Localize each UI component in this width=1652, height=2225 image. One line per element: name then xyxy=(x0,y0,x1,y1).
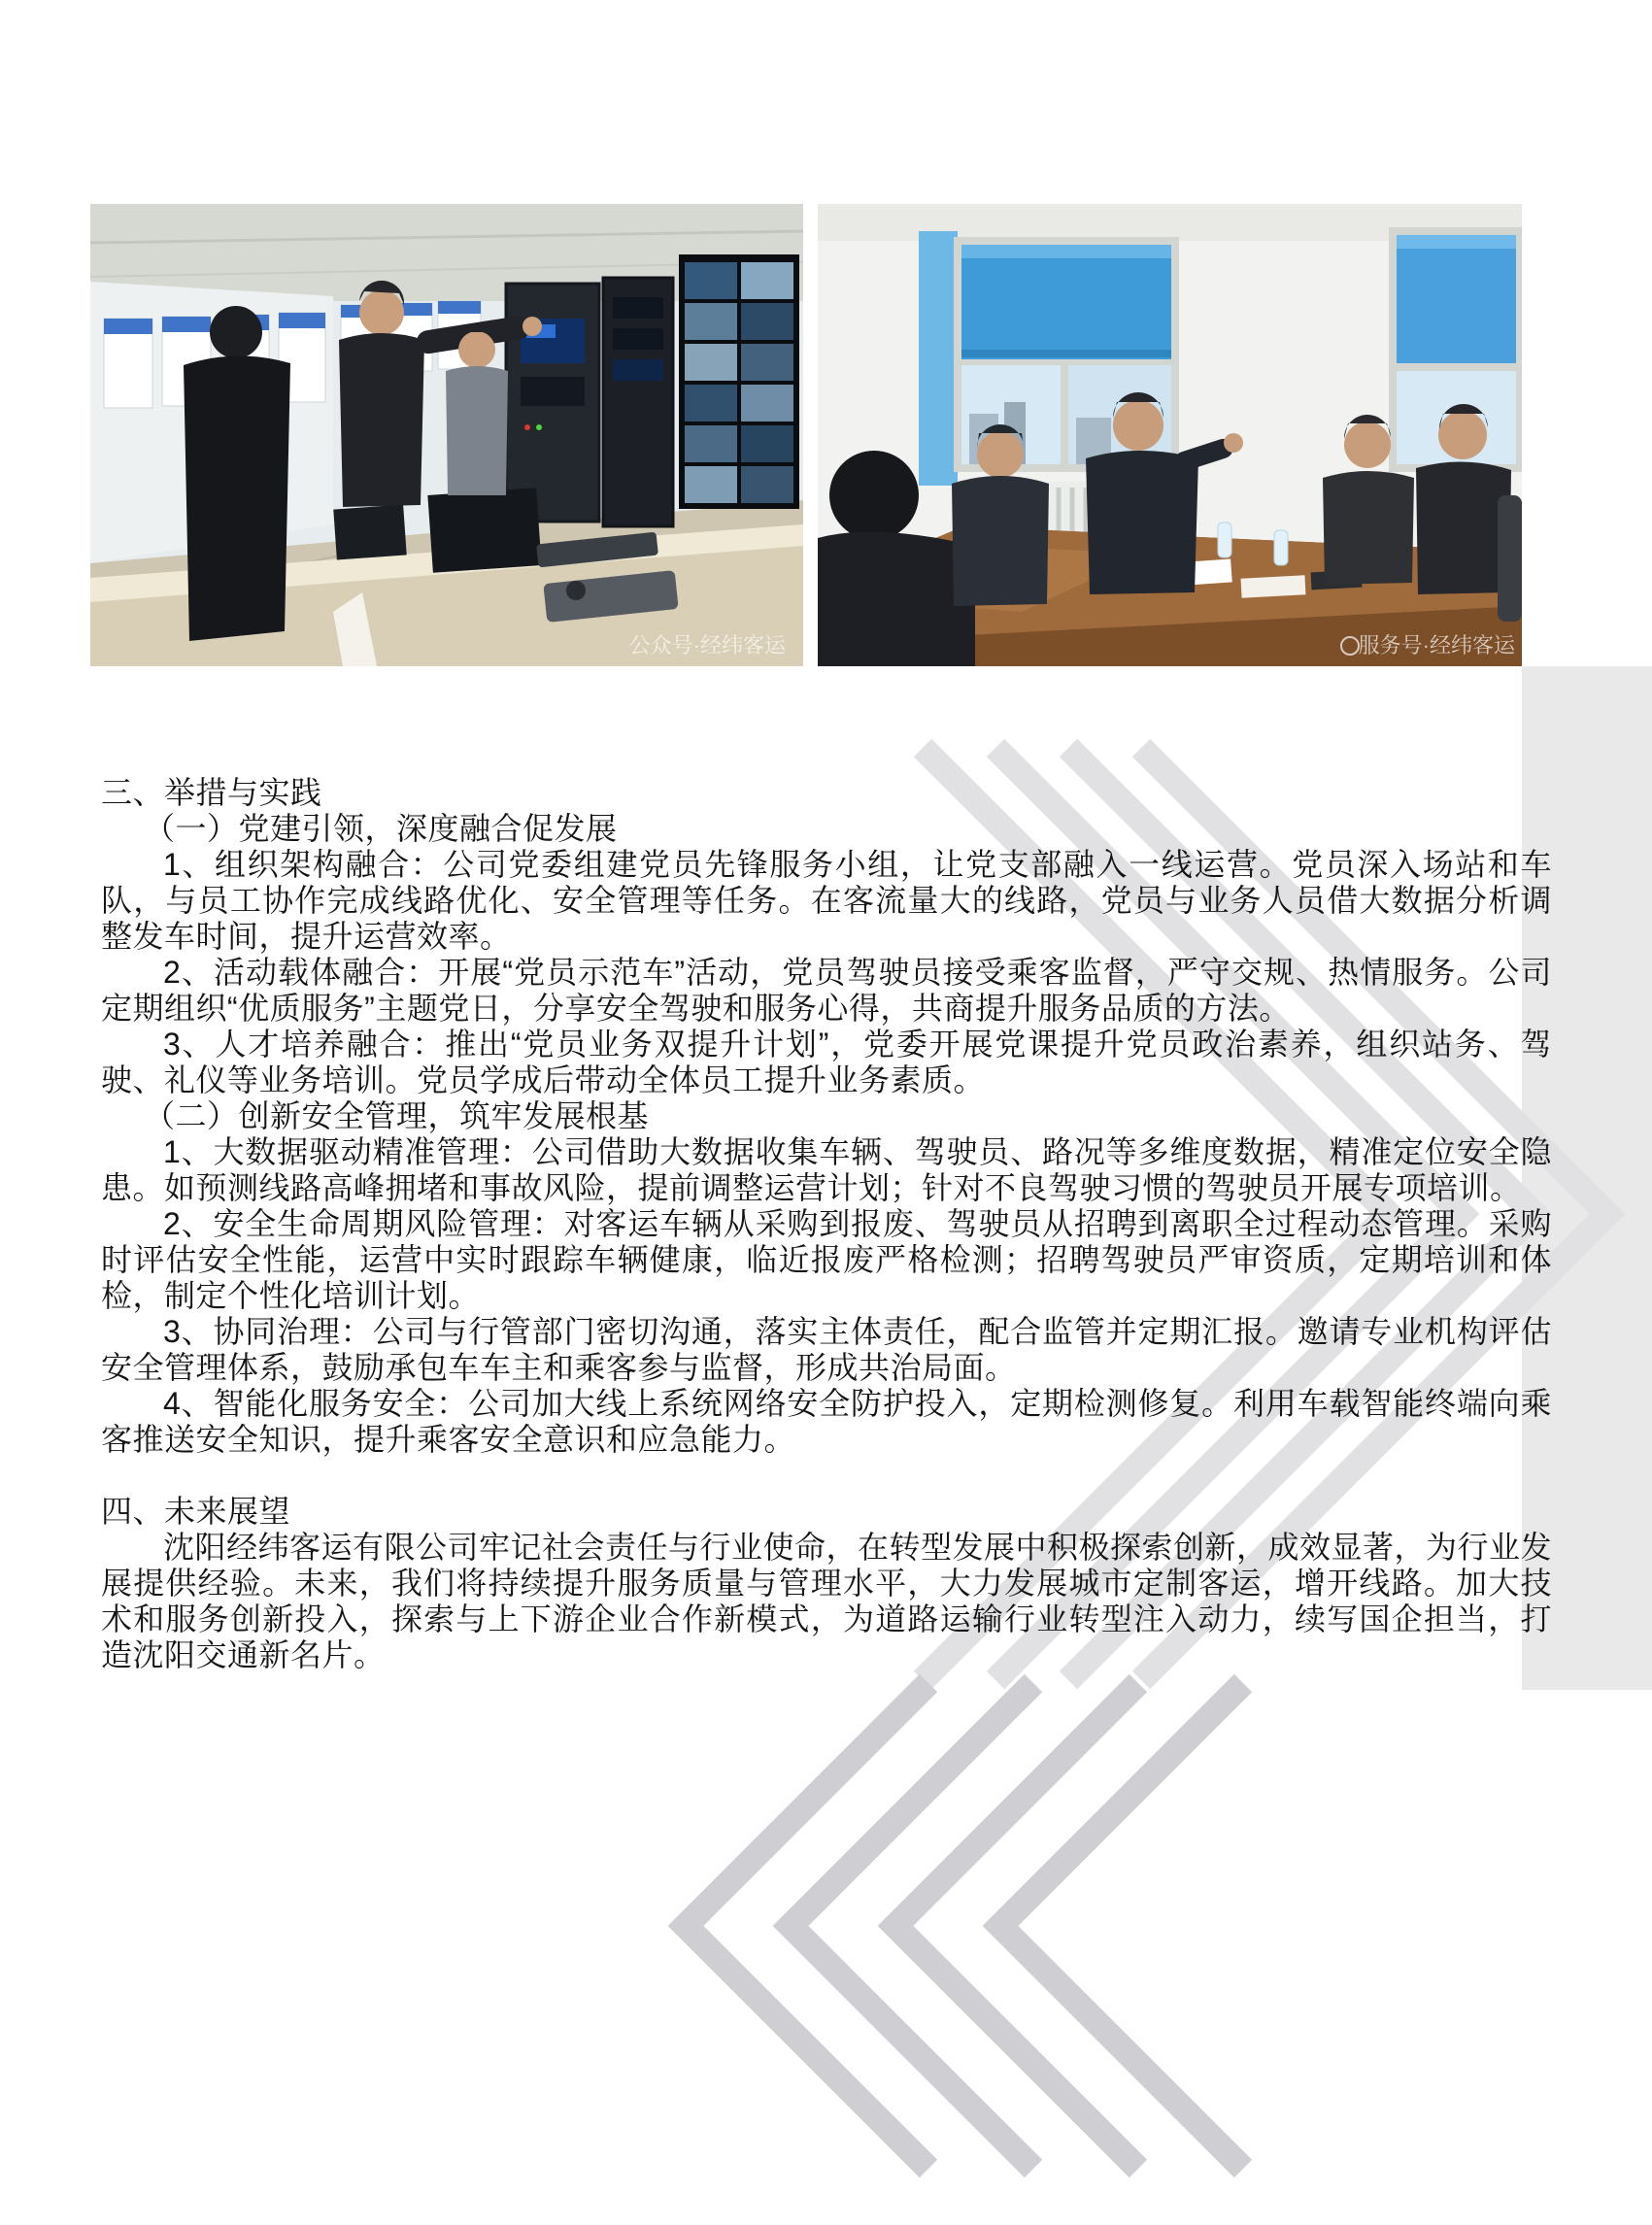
paragraph: 4、智能化服务安全：公司加大线上系统网络安全防护投入，定期检测修复。利用车载智能终端向乘客推送安全知识，提升乘客安全意识和应急能力。 xyxy=(101,1386,1552,1457)
section-heading: 四、未来展望 xyxy=(101,1494,291,1529)
paragraph: 2、活动载体融合：开展“党员示范车”活动，党员驾驶员接受乘客监督，严守交规、热情服务。公司定期组织“优质服务”主题党日，分享安全驾驶和服务心得，共商提升服务品质的方法。 xyxy=(101,955,1552,1026)
paragraph: 1、组织架构融合：公司党委组建党员先锋服务小组，让党支部融入一线运营。党员深入场站和车队，与员工协作完成线路优化、安全管理等任务。在客流量大的线路，党员与业务人员借大数据分析调整发车时间，提升运营效率。 xyxy=(101,847,1552,954)
section-heading: 三、举措与实践 xyxy=(101,775,322,810)
curtain xyxy=(919,231,958,486)
meeting-room-photo xyxy=(818,204,1522,666)
section-future-outlook xyxy=(101,1494,1552,1673)
paragraph: 3、人才培养融合：推出“党员业务双提升计划”，党委开展党课提升党员政治素养，组织站务、驾驶、礼仪等业务培训。党员学成后带动全体员工提升业务素质。 xyxy=(101,1027,1552,1097)
photo1-watermark: 公众号·经纬客运 xyxy=(628,633,786,657)
svg-text:服务号·经纬客运: 服务号·经纬客运 xyxy=(1358,633,1515,657)
section-measures-and-practice xyxy=(101,775,1552,1458)
sub-heading: （二）创新安全管理，筑牢发展根基 xyxy=(144,1098,650,1133)
bottom-chevron-group xyxy=(686,1683,1243,2169)
paragraph: 3、协同治理：公司与行管部门密切沟通，落实主体责任，配合监管并定期汇报。邀请专业机构评估安全管理体系，鼓励承包车车主和乘客参与监督，形成共治局面。 xyxy=(101,1314,1552,1385)
paragraph: 1、大数据驱动精准管理：公司借助大数据收集车辆、驾驶员、路况等多维度数据，精准定位安全隐患。如预测线路高峰拥堵和事故风险，提前调整运营计划；针对不良驾驶习惯的驾驶员开展专项培训。 xyxy=(101,1134,1552,1205)
photo2-watermark xyxy=(1341,633,1516,657)
document-body xyxy=(101,775,1552,1673)
control-room-photo xyxy=(90,204,803,666)
sub-heading: （一）党建引领，深度融合促发展 xyxy=(144,811,618,846)
cctv-monitor xyxy=(679,254,799,509)
paragraph: 2、安全生命周期风险管理：对客运车辆从采购到报废、驾驶员从招聘到离职全过程动态管理。采购时评估安全性能，运营中实时跟踪车辆健康，临近报废严格检测；招聘驾驶员严审资质，定期培训和体检，制定个性化培训计划。 xyxy=(101,1206,1552,1313)
paragraph: 沈阳经纬客运有限公司牢记社会责任与行业使命，在转型发展中积极探索创新，成效显著，为行业发展提供经验。未来，我们将持续提升服务质量与管理水平，大力发展城市定制客运，增开线路。加大技术和服务创新投入，探索与上下游企业合作新模式，为道路运输行业转型注入动力，续写国企担当，打造沈阳交通新名片。 xyxy=(101,1530,1553,1672)
